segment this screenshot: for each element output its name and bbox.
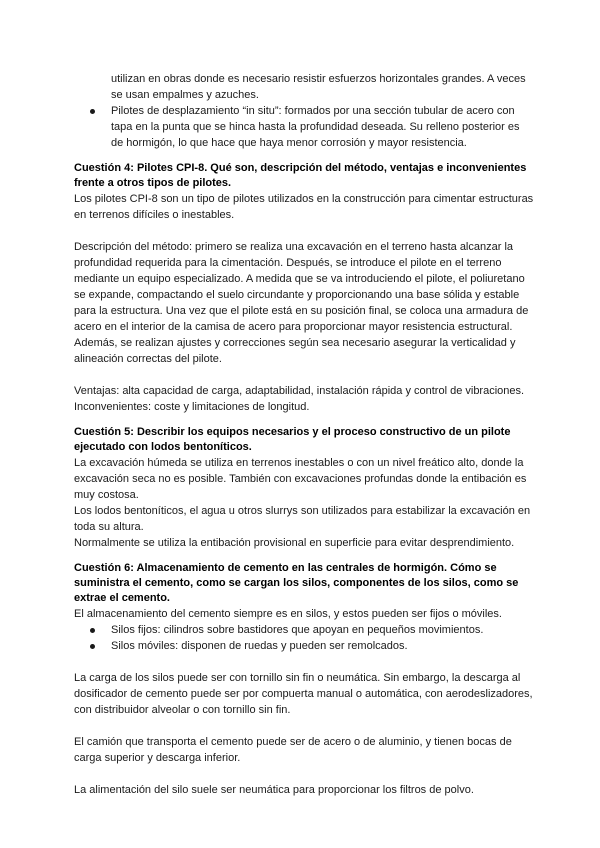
- page-content: [74, 71, 534, 798]
- list-item: [74, 103, 534, 151]
- section-heading-q4: Cuestión 4: Pilotes CPI-8. Qué son, descripción del método, ventajas e inconvenientes frente a otros tipos de pilotes.: [74, 162, 527, 189]
- paragraph: El camión que transporta el cemento puede ser de acero o de aluminio, y tienen bocas de carga superior y descarga inferior.: [74, 736, 512, 764]
- silo-types-list: [74, 622, 534, 654]
- section-heading-q5: Cuestión 5: Describir los equipos necesarios y el proceso constructivo de un pilote ejecutado con lodos bentoníticos.: [74, 426, 511, 453]
- list-item-text: Pilotes de desplazamiento “in situ”: formados por una sección tubular de acero con tapa en la punta que se hinca hasta la profundidad deseada. Su relleno posterior es de hormigón, lo que hace que haya menor corrosión y mayor resistencia.: [111, 105, 520, 149]
- list-item: [74, 622, 534, 638]
- section-heading-q6: Cuestión 6: Almacenamiento de cemento en las centrales de hormigón. Cómo se suministra el cemento, como se cargan los silos, componentes de los silos, como se extrae el cemento.: [74, 562, 519, 604]
- paragraph: Descripción del método: primero se realiza una excavación en el terreno hasta alcanzar la profundidad requerida para la cimentación. Después, se introduce el pilote en el terreno mediante un equipo especializado. A medida que se va introduciendo el pilote, el poliuretano se expande, compactando el suelo circundante y proporcionando una base sólida y estable para la estructura. Una vez que el pilote está en su posición final, se coloca una armadura de acero en el interior de la camisa de acero para proporcionar mayor resistencia estructural. Además, se realizan ajustes y correcciones según sea necesario asegurar la verticalidad y alineación correctas del pilote.: [74, 241, 529, 365]
- bullet-icon: [90, 644, 95, 649]
- paragraph: Los lodos bentoníticos, el agua u otros slurrys son utilizados para estabilizar la excavación en toda su altura.: [74, 505, 531, 533]
- list-item: [74, 638, 534, 654]
- bullet-icon: [90, 109, 95, 114]
- paragraph: La alimentación del silo suele ser neumática para proporcionar los filtros de polvo.: [74, 784, 474, 796]
- paragraph: El almacenamiento del cemento siempre es en silos, y estos pueden ser fijos o móviles.: [74, 608, 502, 620]
- paragraph: Ventajas: alta capacidad de carga, adaptabilidad, instalación rápida y control de vibraciones.: [74, 385, 525, 397]
- list-item-text: Silos móviles: disponen de ruedas y pueden ser remolcados.: [111, 640, 408, 652]
- paragraph: Normalmente se utiliza la entibación provisional en superficie para evitar desprendimiento.: [74, 537, 515, 549]
- paragraph: Los pilotes CPI-8 son un tipo de pilotes utilizados en la construcción para cimentar estructuras en terrenos difíciles o inestables.: [74, 193, 534, 221]
- pile-types-list: [74, 103, 534, 151]
- continuation-text: utilizan en obras donde es necesario resistir esfuerzos horizontales grandes. A veces se usan empalmes y azuches.: [111, 73, 526, 101]
- paragraph: La excavación húmeda se utiliza en terrenos inestables o con un nivel freático alto, donde la excavación seca no es posible. También con excavaciones profundas donde la entibación es muy costosa.: [74, 457, 527, 501]
- bullet-icon: [90, 628, 95, 633]
- paragraph: La carga de los silos puede ser con tornillo sin fin o neumática. Sin embargo, la descarga al dosificador de cemento puede ser por compuerta manual o automática, con aerodeslizadores, con distribuidor alveolar o con tornillo sin fin.: [74, 672, 533, 716]
- paragraph: Inconvenientes: coste y limitaciones de longitud.: [74, 401, 310, 413]
- list-item-text: Silos fijos: cilindros sobre bastidores que apoyan en pequeños movimientos.: [111, 624, 484, 636]
